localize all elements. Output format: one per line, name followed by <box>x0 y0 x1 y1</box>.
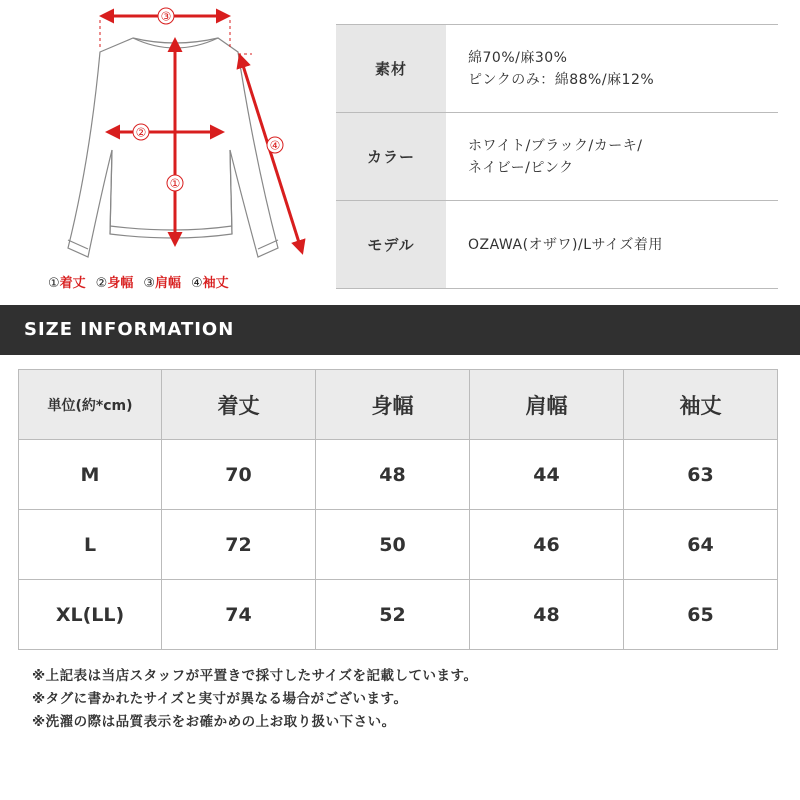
header-cell: 身幅 <box>316 370 470 440</box>
table-cell: 52 <box>316 580 470 650</box>
table-row <box>19 580 778 650</box>
spec-line: ホワイト/ブラック/カーキ/ <box>468 137 643 154</box>
size-label-cell: L <box>19 510 162 580</box>
spec-row-material <box>336 25 778 113</box>
spec-line: ピンクのみ：綿88%/麻12% <box>468 71 655 88</box>
size-label-cell: M <box>19 440 162 510</box>
measurement-legend <box>48 272 318 291</box>
notes <box>32 665 477 734</box>
spec-line: OZAWA(オザワ)/Lサイズ着用 <box>468 236 663 253</box>
table-cell: 46 <box>470 510 624 580</box>
spec-value <box>446 25 778 113</box>
spec-key: カラー <box>336 113 446 201</box>
spec-row-model <box>336 201 778 289</box>
spec-value <box>446 113 778 201</box>
legend-item: ①着丈 <box>48 276 86 291</box>
marker-1: ① <box>169 176 181 191</box>
spec-row-color <box>336 113 778 201</box>
table-cell: 48 <box>316 440 470 510</box>
table-cell: 70 <box>162 440 316 510</box>
legend-item: ②身幅 <box>95 276 134 291</box>
marker-4: ④ <box>269 138 281 153</box>
sweater-outline <box>68 38 278 257</box>
table-cell: 65 <box>624 580 778 650</box>
spec-key: 素材 <box>336 25 446 113</box>
spec-line: 綿70%/麻30% <box>468 49 568 66</box>
table-header-row <box>19 370 778 440</box>
legend-item: ④袖丈 <box>191 276 229 291</box>
banner-title: SIZE INFORMATION <box>24 319 235 340</box>
size-table <box>18 369 778 650</box>
legend-item: ③肩幅 <box>143 276 182 291</box>
note-line: ※タグに書かれたサイズと実寸が異なる場合がございます。 <box>32 691 408 707</box>
garment-diagram <box>0 0 320 300</box>
spec-line: ネイビー/ピンク <box>468 159 574 176</box>
table-cell: 63 <box>624 440 778 510</box>
header-cell: 肩幅 <box>470 370 624 440</box>
table-cell: 72 <box>162 510 316 580</box>
table-cell: 64 <box>624 510 778 580</box>
table-cell: 48 <box>470 580 624 650</box>
header-cell: 袖丈 <box>624 370 778 440</box>
table-cell: 50 <box>316 510 470 580</box>
spec-table <box>336 24 778 289</box>
spec-key: モデル <box>336 201 446 289</box>
header-cell: 単位(約*cm) <box>19 370 162 440</box>
header-cell: 着丈 <box>162 370 316 440</box>
marker-2: ② <box>135 125 147 140</box>
marker-3: ③ <box>160 9 172 24</box>
size-information-banner <box>0 305 800 355</box>
table-row <box>19 510 778 580</box>
table-row <box>19 440 778 510</box>
note-line: ※洗濯の際は品質表示をお確かめの上お取り扱い下さい。 <box>32 714 396 730</box>
note-line: ※上記表は当店スタッフが平置きで採寸したサイズを記載しています。 <box>32 668 478 684</box>
table-cell: 44 <box>470 440 624 510</box>
spec-value <box>446 201 778 289</box>
size-label-cell: XL(LL) <box>19 580 162 650</box>
table-cell: 74 <box>162 580 316 650</box>
